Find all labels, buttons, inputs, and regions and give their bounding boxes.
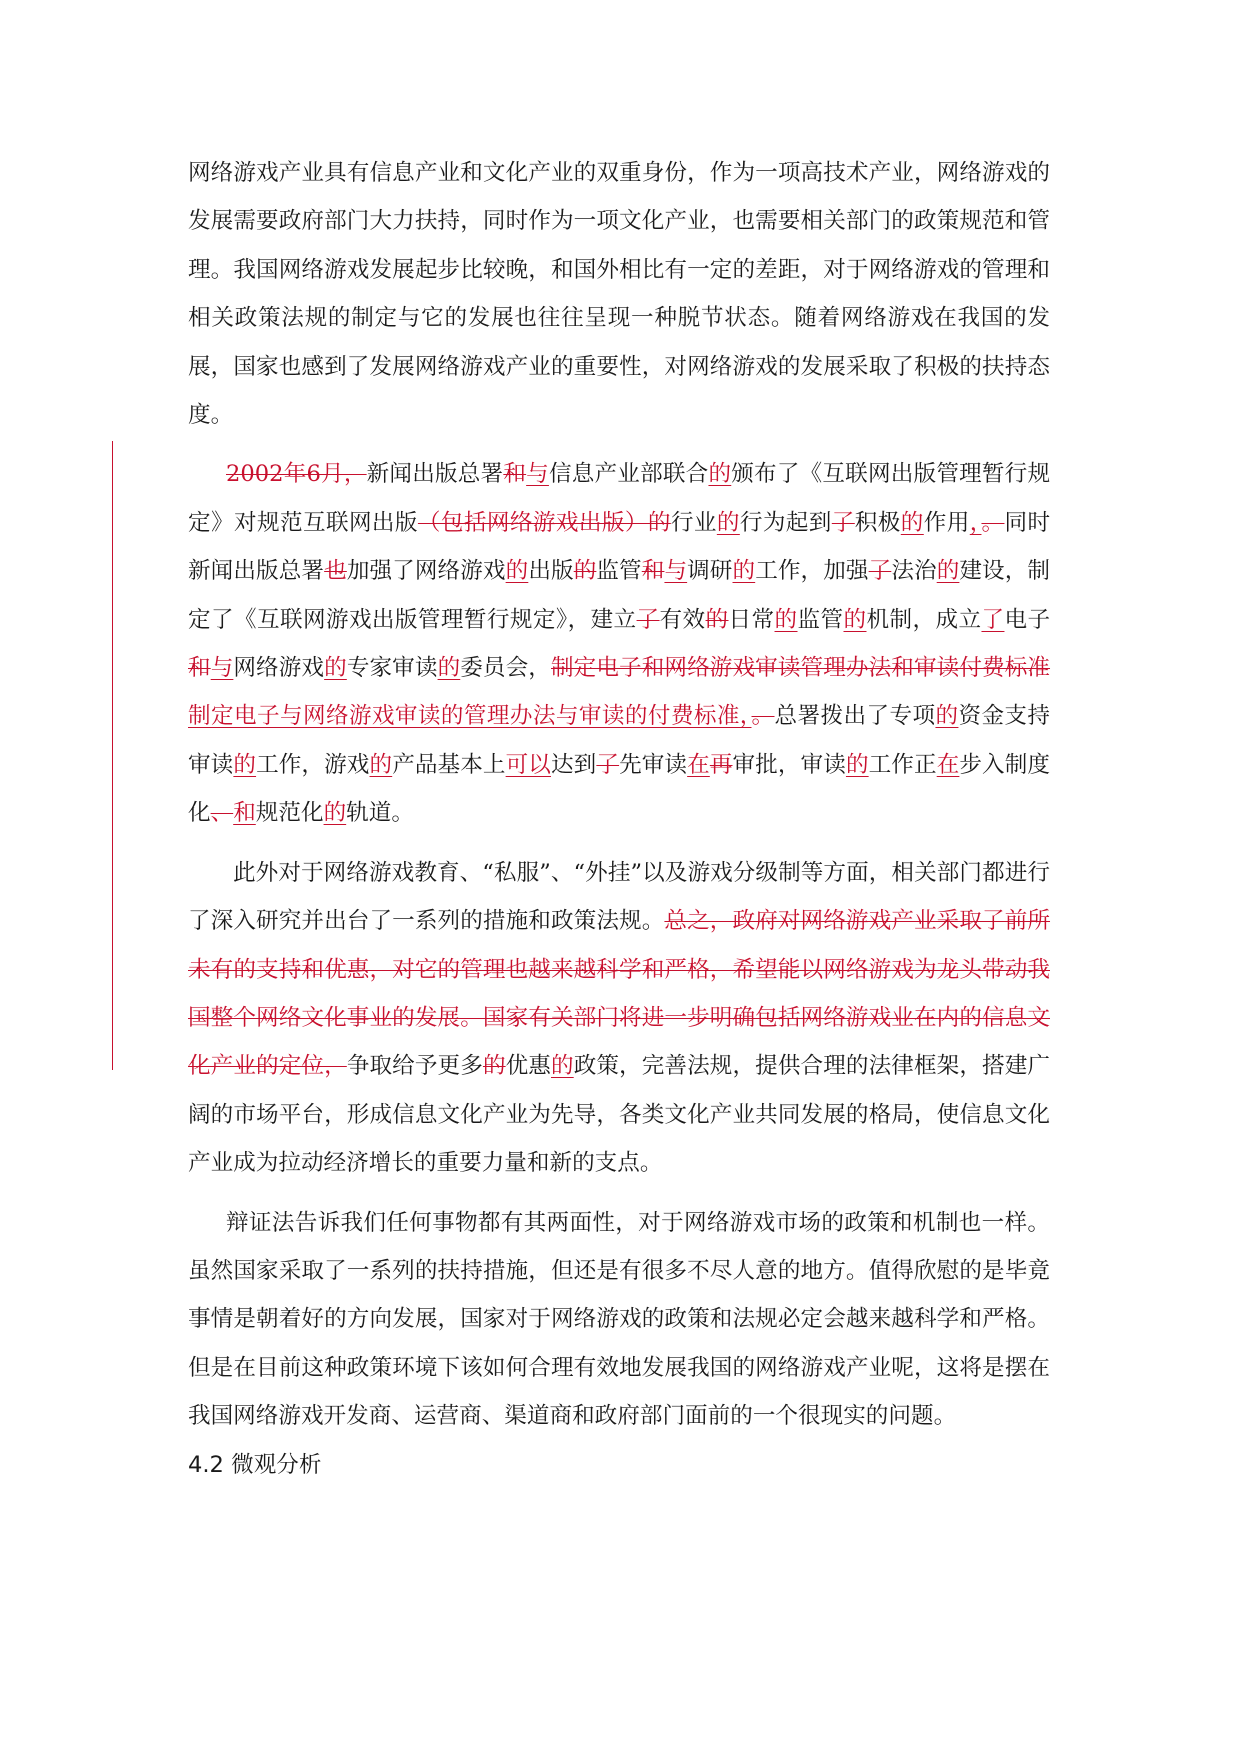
inserted-text: 在 (687, 751, 710, 778)
body-text: 工作，游戏 (256, 751, 370, 778)
body-text: 优惠 (505, 1053, 551, 1080)
body-text: 同时新闻出版总署 (188, 509, 1051, 585)
deleted-text: 和 (503, 461, 527, 488)
body-text: 行为起到 (739, 509, 832, 536)
paragraph-other-measures (188, 849, 1050, 1188)
inserted-text: 的 (843, 606, 867, 633)
body-text: 机制，成立 (866, 606, 982, 633)
inserted-text: 的 (323, 800, 347, 827)
body-text: 作用 (923, 509, 970, 536)
inserted-text: 制定电子与网络游戏审读的管理办法与审读的付费标准， (188, 703, 752, 730)
inserted-text: 的 (716, 509, 740, 536)
inserted-text: 的 (437, 655, 461, 682)
body-text: 信息产业部联合 (548, 461, 709, 488)
body-text: 电子 (1004, 606, 1051, 633)
inserted-text: 与 (210, 655, 234, 682)
inserted-text: 与 (664, 558, 688, 585)
revision-change-bar (112, 441, 113, 1070)
deleted-text: 2002年6月， (226, 461, 367, 488)
paragraph-publishing-regulations (188, 450, 1050, 837)
body-text: 新闻出版总署 (366, 461, 504, 488)
body-text: 达到 (551, 751, 597, 778)
body-text: 建设，制定了《互联网游戏出版管理暂行规定》，建立 (188, 558, 1051, 633)
inserted-text: 了 (981, 606, 1005, 633)
inserted-text: 的 (324, 655, 347, 682)
deleted-text: 了 (596, 751, 620, 778)
inserted-text: 可以 (505, 751, 551, 778)
body-text: 产品基本上 (392, 751, 506, 778)
inserted-text: 的 (936, 558, 960, 585)
body-text: 规范化 (255, 800, 324, 827)
body-text: 专家审读 (346, 655, 438, 682)
body-text: 争取给予更多 (346, 1053, 483, 1080)
body-text: 颁布了《互联网出版管理暂行规定》对规范互联网出版 (188, 461, 1051, 536)
inserted-text: 与 (526, 461, 549, 488)
paragraph-policy-intro (188, 149, 1050, 439)
body-text: 有效 (659, 606, 706, 633)
inserted-text: 的 (505, 558, 529, 585)
inserted-text: 的 (732, 558, 756, 585)
body-text: 工作正 (868, 751, 937, 778)
body-text: 资金支持审读 (188, 703, 1051, 778)
body-text: 行业 (670, 509, 717, 536)
inserted-text: 和 (233, 800, 256, 827)
body-text: 辩证法告诉我们任何事物都有其两面性，对于网络游戏市场的政策和机制也一样。虽然国家采取了一系列的扶持措施，但还是有很多不尽人意的地方。值得欣慰的是毕竟事情是朝着好的方向发展，国家对于网络游戏的政策和法规必定会越来越科学和严格。但是在目前这种政策环境下该如何合理有效地发展我国的网络游戏产业呢，这将是摆在我国网络游戏开发商、运营商、渠道商和政府部门面前的一个很现实的问题。 (188, 1209, 1050, 1430)
deleted-text: 。 (751, 703, 775, 730)
body-text: 加强了网络游戏 (346, 558, 506, 585)
inserted-text: 在 (936, 751, 960, 778)
deleted-text: 了 (868, 558, 892, 585)
inserted-text: 的 (551, 1053, 574, 1080)
body-text: 出版 (528, 558, 574, 585)
deleted-text: 的 (482, 1053, 506, 1080)
deleted-text: 也 (324, 558, 347, 585)
deleted-text: 了 (636, 606, 660, 633)
deleted-text: 、 (210, 800, 234, 827)
section-heading: 4.2 微观分析 (188, 1451, 322, 1478)
inserted-text: 的 (233, 751, 257, 778)
deleted-text: 总之，政府对网络游戏产业采取了前所未有的支持和优惠，对它的管理也越来越科学和严格，希望能以网络游戏为龙头带动我国整个网络文化事业的发展。国家有关部门将进一步明确包括网络游戏业在内的信息文化产业的定位， (188, 908, 1051, 1080)
body-text: 轨道。 (346, 800, 414, 827)
body-text: 此外对于网络游戏教育、“私服”、“外挂”以及游戏分级制等方面，相关部门都进行了深入研究并出台了一系列的措施和政策法规。 (188, 859, 1050, 935)
deleted-text: 了 (831, 509, 855, 536)
inserted-text: 的 (935, 703, 959, 730)
body-text: 委员会， (460, 655, 551, 682)
inserted-text: 的 (774, 606, 798, 633)
body-text: 总署拨出了专项 (774, 703, 936, 730)
body-text: 日常 (728, 606, 775, 633)
deleted-text: 和 (188, 655, 211, 682)
paragraph-dialectics (188, 1199, 1050, 1441)
deleted-text: （包括网络游戏出版）的 (417, 509, 671, 536)
deleted-text: 和 (641, 558, 665, 585)
deleted-text: 的 (705, 606, 729, 633)
body-text: 法治 (891, 558, 937, 585)
body-text: 监管 (797, 606, 844, 633)
body-text: 监管 (596, 558, 642, 585)
body-text: 调研 (687, 558, 733, 585)
deleted-text: 再 (709, 751, 733, 778)
inserted-text: ， (969, 509, 982, 536)
deleted-text: 制定电子和网络游戏审读管理办法和审读付费标准 (551, 655, 1051, 682)
body-text: 工作，加强 (755, 558, 869, 585)
body-text: 积极 (854, 509, 901, 536)
inserted-text: 的 (845, 751, 869, 778)
body-text: 网络游戏 (233, 655, 325, 682)
body-text: 网络游戏产业具有信息产业和文化产业的双重身份，作为一项高技术产业，网络游戏的发展需要政府部门大力扶持，同时作为一项文化产业，也需要相关部门的政策规范和管理。我国网络游戏发展起步比较晚，和国外相比有一定的差距，对于网络游戏的管理和相关政策法规的制定与它的发展也往往呈现一种脱节状态。随着网络游戏在我国的发展，国家也感到了发展网络游戏产业的重要性，对网络游戏的发展采取了积极的扶持态度。 (188, 160, 1050, 429)
body-text: 审批，审读 (732, 751, 846, 778)
body-text: 政策，完善法规，提供合理的法律框架，搭建广阔的市场平台，形成信息文化产业为先导，各类文化产业共同发展的格局，使信息文化产业成为拉动经济增长的重要力量和新的支点。 (188, 1053, 1051, 1177)
inserted-text: 的 (708, 461, 732, 488)
deleted-text: 的 (573, 558, 597, 585)
deleted-text: 。 (981, 509, 1005, 536)
body-text: 先审读 (619, 751, 688, 778)
inserted-text: 的 (369, 751, 393, 778)
body-text: 步入制度化 (188, 751, 1051, 827)
document-body (188, 149, 1050, 1489)
inserted-text: 的 (900, 509, 924, 536)
